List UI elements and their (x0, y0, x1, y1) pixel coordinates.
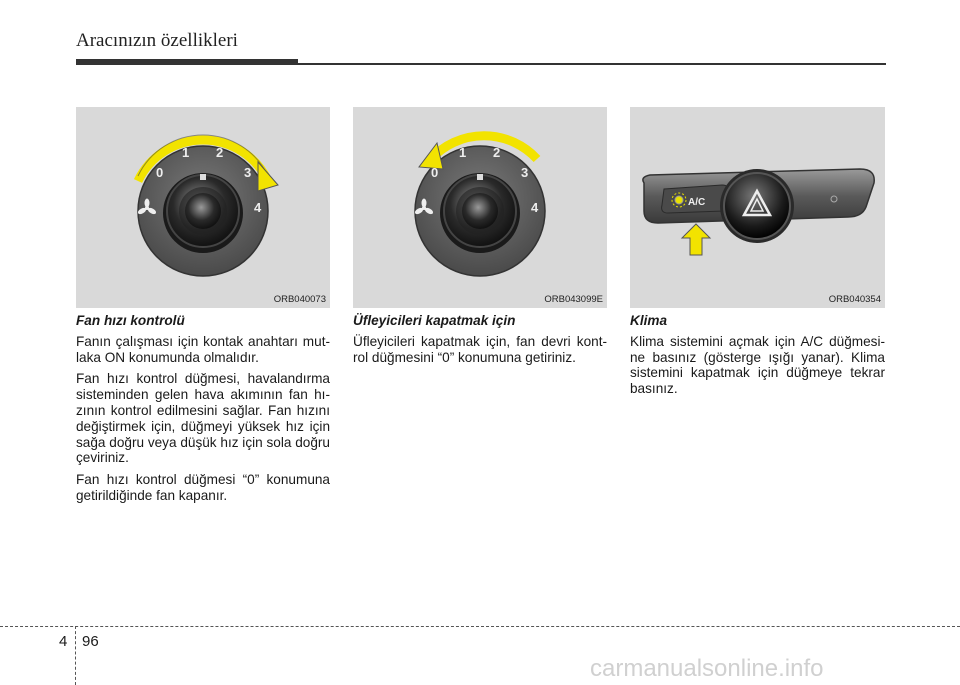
dial-label-2: 2 (216, 145, 224, 160)
watermark: carmanualsonline.info (590, 655, 824, 682)
fan-dial-illustration (76, 107, 330, 308)
paragraph: Fanın çalışması için kontak anahtarı mut-laka ON konumunda olmalıdır. (76, 333, 330, 365)
paragraph: Üfleyicileri kapatmak için, fan devri kont-rol düğmesini “0” konumuna getiriniz. (353, 333, 607, 365)
dial-label-1: 1 (459, 145, 467, 160)
footer-rule (0, 626, 960, 627)
page-title: Aracınızın özellikleri (76, 30, 238, 51)
dial-label-4: 4 (254, 200, 262, 215)
dial-label-3: 3 (521, 165, 529, 180)
paragraph: Fan hızı kontrol düğmesi, havalandırma sisteminden gelen hava akımının fan hı-zının kontrol edilmesini sağlar. Fan hızını değiştirmek için, düğmeyi yüksek hız için sağa doğru veya düşük hız için sola doğru çeviriniz. (76, 371, 330, 466)
footer-divider (75, 626, 76, 685)
header-rule-thin (298, 63, 886, 65)
section-heading: Klima (630, 313, 668, 328)
figure-code: ORB040073 (273, 294, 326, 305)
ac-panel-illustration (630, 107, 885, 308)
dial-label-1: 1 (182, 145, 190, 160)
ac-button-label: A/C (688, 197, 706, 208)
figure-code: ORB043099E (544, 294, 603, 305)
blower-dial-illustration (353, 107, 607, 308)
section-fan-speed-control (76, 313, 330, 510)
dial-label-3: 3 (244, 165, 252, 180)
up-arrow-icon (682, 224, 710, 255)
section-air-conditioning (630, 313, 885, 403)
section-heading: Üfleyicileri kapatmak için (353, 313, 516, 328)
section-heading: Fan hızı kontrolü (76, 313, 185, 328)
paragraph: Klima sistemini açmak için A/C düğmesi-ne basınız (gösterge ışığı yanar). Klima sistemini kapatmak için düğmeye tekrar basınız. (630, 333, 885, 397)
figure-air-conditioning (630, 107, 885, 308)
figure-fan-speed-control (76, 107, 330, 308)
header-rule-thick (76, 59, 298, 65)
dial-label-0: 0 (431, 165, 439, 180)
paragraph: Fan hızı kontrol düğmesi “0” konumuna getirildiğinde fan kapanır. (76, 472, 330, 503)
chapter-number: 4 (59, 633, 68, 650)
dial-label-2: 2 (493, 145, 501, 160)
figure-blower-off (353, 107, 607, 308)
page-number: 96 (82, 633, 99, 650)
dial-label-4: 4 (531, 200, 539, 215)
dial-label-0: 0 (156, 165, 164, 180)
figure-code: ORB040354 (828, 294, 881, 305)
section-blower-off (353, 313, 607, 371)
